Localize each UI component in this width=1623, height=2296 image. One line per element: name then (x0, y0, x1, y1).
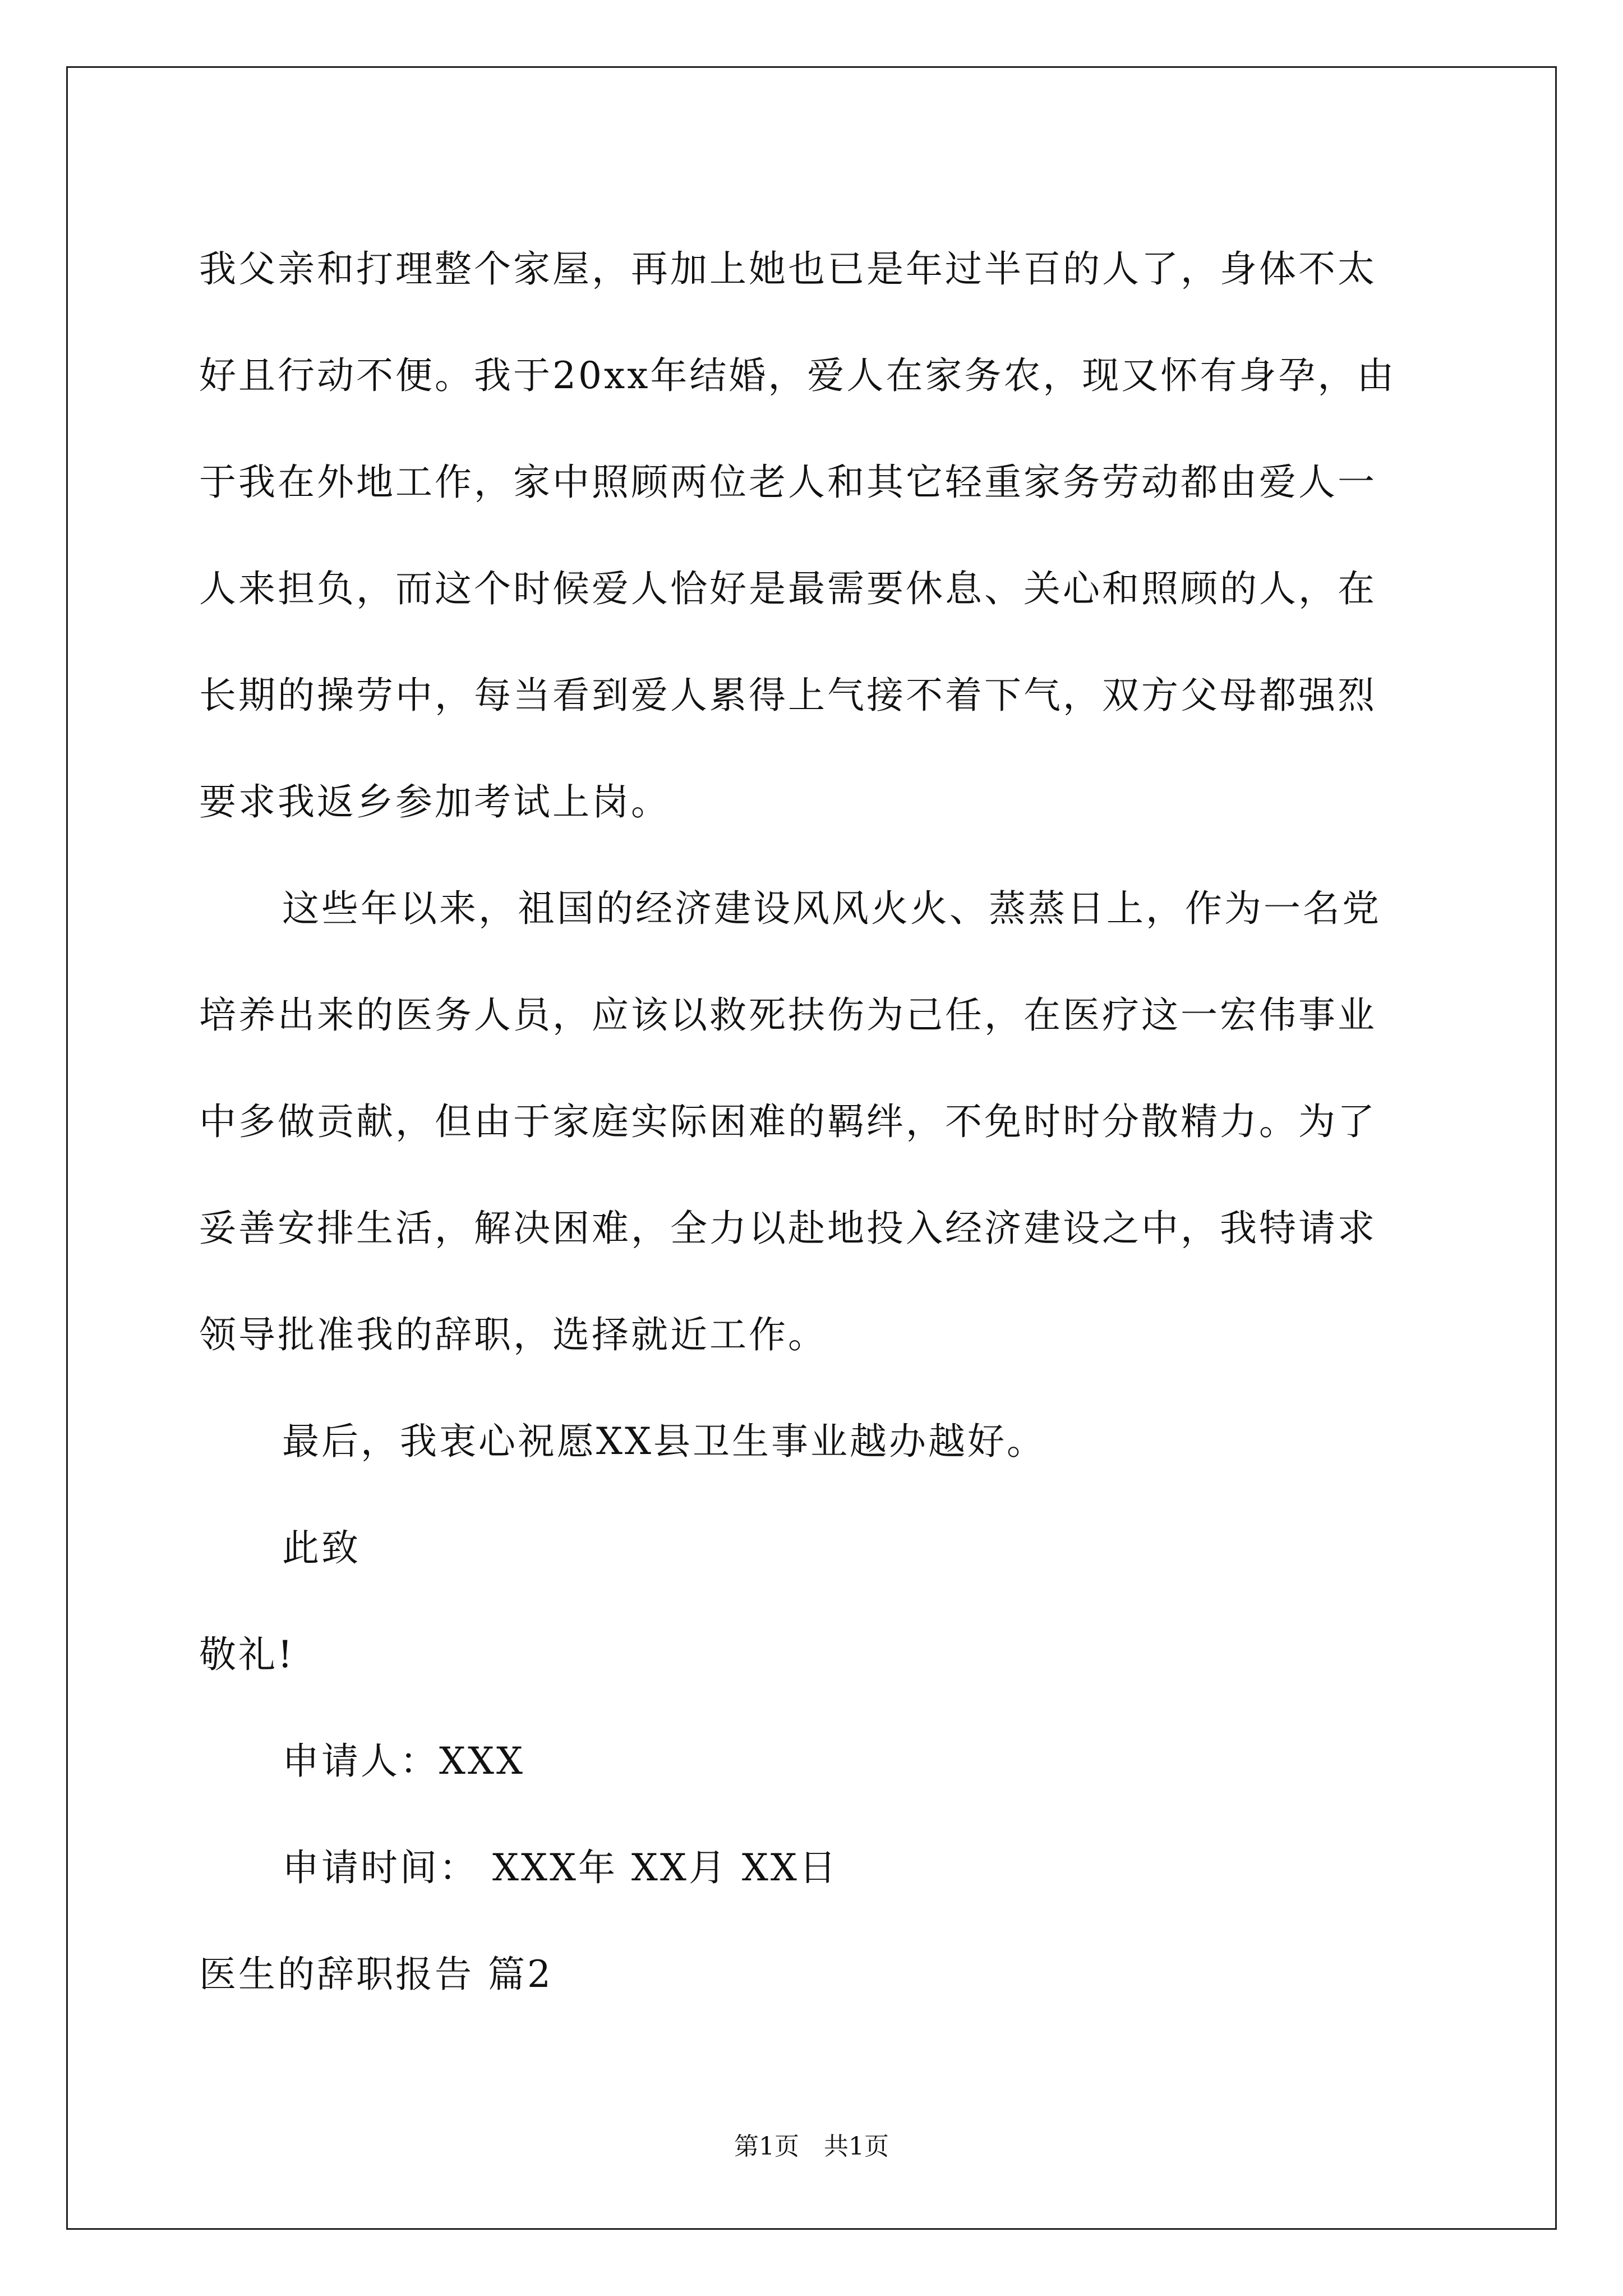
body-line: 要求我返乡参加考试上岗。 (199, 780, 670, 823)
applicant-name: 申请人：XXX (282, 1740, 525, 1783)
page-number-total: 共1页 (824, 2132, 889, 2161)
body-line: 于我在外地工作，家中照顾两位老人和其它轻重家务劳动都由爱人一 (199, 461, 1377, 504)
body-line: 妥善安排生活，解决困难，全力以赴地投入经济建设之中，我特请求 (199, 1207, 1377, 1250)
body-line: 中多做贡献，但由于家庭实际困难的羁绊，不免时时分散精力。为了 (199, 1100, 1377, 1143)
body-line: 人来担负，而这个时候爱人恰好是最需要休息、关心和照顾的人，在 (199, 567, 1377, 610)
page-footer (0, 2126, 1623, 2162)
body-line: 好且行动不便。我于20xx年结婚，爱人在家务农，现又怀有身孕，由 (199, 354, 1396, 397)
application-date: 申请时间： XXX年 XX月 XX日 (282, 1846, 838, 1889)
body-line: 领导批准我的辞职，选择就近工作。 (199, 1313, 827, 1356)
salutation-cizhi: 此致 (282, 1526, 361, 1570)
body-line: 长期的操劳中，每当看到爱人累得上气接不着下气，双方父母都强烈 (199, 674, 1377, 717)
document-body (199, 216, 1433, 2028)
page-number-current: 第1页 (734, 2132, 799, 2161)
paragraph-start-line: 这些年以来，祖国的经济建设风风火火、蒸蒸日上，作为一名党 (282, 887, 1381, 930)
closing-wish: 最后，我衷心祝愿XX县卫生事业越办越好。 (282, 1420, 1046, 1463)
salutation-jingli: 敬礼! (199, 1633, 295, 1676)
body-line: 培养出来的医务人员，应该以救死扶伤为己任，在医疗这一宏伟事业 (199, 993, 1377, 1037)
section-heading: 医生的辞职报告 篇2 (199, 1953, 553, 1996)
body-line: 我父亲和打理整个家屋，再加上她也已是年过半百的人了，身体不太 (199, 247, 1377, 291)
